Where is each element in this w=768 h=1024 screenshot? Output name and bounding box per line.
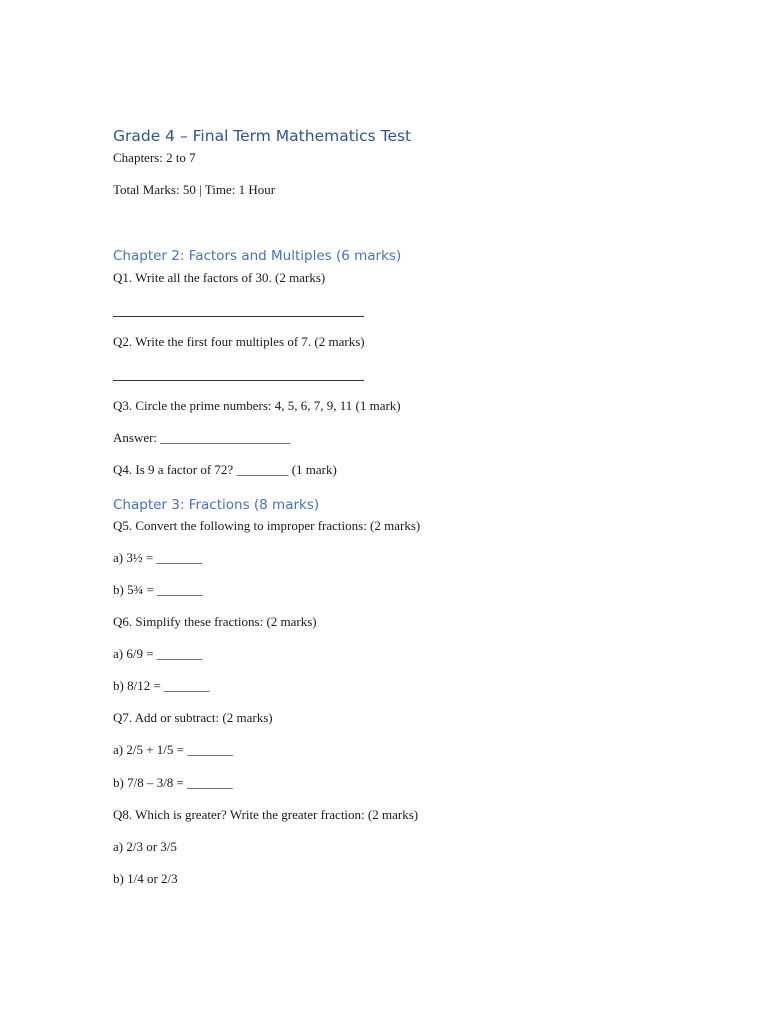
test-title: Grade 4 – Final Term Mathematics Test [113,127,412,145]
question-1-answer-line [113,316,364,317]
chapter-2-heading: Chapter 2: Factors and Multiples (6 marks) [113,248,402,264]
question-6: Q6. Simplify these fractions: (2 marks) [113,614,317,629]
question-3: Q3. Circle the prime numbers: 4, 5, 6, 7, 9, 11 (1 mark) [113,398,401,413]
question-2-answer-line [113,380,364,381]
chapter-3-heading: Chapter 3: Fractions (8 marks) [113,497,320,513]
question-7a: a) 2/5 + 1/5 = _______ [113,742,233,757]
question-6a: a) 6/9 = _______ [113,646,203,661]
question-8b: b) 1/4 or 2/3 [113,871,178,886]
question-1: Q1. Write all the factors of 30. (2 marks) [113,270,326,285]
question-4: Q4. Is 9 a factor of 72? ________ (1 mark) [113,462,337,477]
question-5: Q5. Convert the following to improper fractions: (2 marks) [113,518,421,533]
question-8: Q8. Which is greater? Write the greater fraction: (2 marks) [113,807,419,822]
question-5b: b) 5¾ = _______ [113,582,203,597]
marks-and-time: Total Marks: 50 | Time: 1 Hour [113,182,276,197]
question-8a: a) 2/3 or 3/5 [113,839,177,854]
question-7b: b) 7/8 – 3/8 = _______ [113,775,233,790]
question-5a: a) 3½ = _______ [113,550,202,565]
question-3-answer: Answer: ____________________ [113,430,291,445]
question-7: Q7. Add or subtract: (2 marks) [113,710,273,725]
chapters-range: Chapters: 2 to 7 [113,150,196,165]
question-6b: b) 8/12 = _______ [113,678,210,693]
question-2: Q2. Write the first four multiples of 7. (2 marks) [113,334,365,349]
